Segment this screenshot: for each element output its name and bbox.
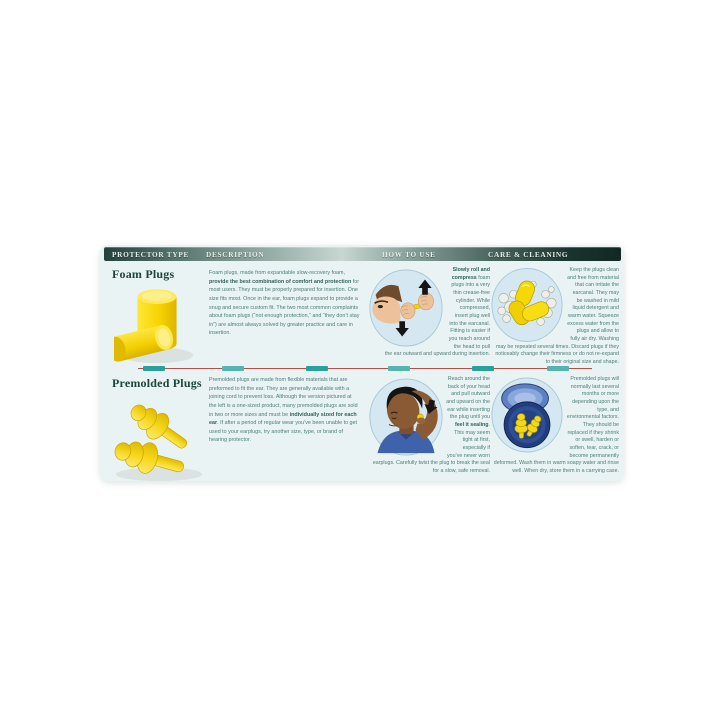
divider-teal-segment — [143, 366, 165, 371]
row-title-premolded-plugs: Premolded Plugs — [112, 376, 202, 390]
premolded-plugs-image-icon — [108, 394, 222, 484]
description-text: Premolded plugs are made from flexible materials that are preformed to fit the ear. They are generally available with a joining cord to prevent loss. Although the version pictured at the left is a one-sized product, many premolded plugs are sold in two or more sizes and must be — [209, 377, 358, 418]
divider-teal-segment — [306, 366, 328, 371]
table-header-bar — [104, 247, 621, 261]
washing-foam-plugs-icon — [490, 267, 564, 343]
row-title-foam-plugs: Foam Plugs — [112, 267, 175, 281]
how-to-use-bold-text: Slowly roll and compress — [451, 267, 490, 281]
foam-plugs-photo — [114, 283, 207, 365]
how-to-use-text: foam plugs into a very thin crease-free cylinder. While compressed, insert plug well into the earcanal. Fitting is easier if you reach around the head to pull the ear outward and upward during insertion. — [384, 274, 490, 358]
column-header-description: DESCRIPTION — [206, 250, 265, 259]
divider-red-line — [138, 368, 592, 369]
description-text: . If after a period of regular wear you’ve been unable to get used to your earplugs, try another size, type, or brand of hearing protector. — [209, 420, 358, 444]
description-text: for most users. They must be properly prepared for insertion. One size fits most. Once in the ear, foam plugs expand to provide a snug and secure custom fit. The two most common complaints about foam plugs (“not enough protection,” and “they don’t stay in”) are almost always solved by greater practice and care in insertion. — [209, 278, 360, 337]
hearing-protector-reference-card — [100, 245, 624, 481]
foam-plugs-description — [207, 263, 368, 365]
how-to-use-bold-text: feel it sealing — [454, 422, 489, 429]
care-text: Premolded plugs will normally last several months or more depending upon the type, and environmental factors. They should be replaced if they shrink or swell, harden or soften, tear, crack, or become permanently deformed. Wash them in warm soapy water and rinse well. When dry, store them in a carrying case. — [493, 376, 619, 475]
carrying-case-illustration — [490, 376, 564, 454]
how-to-use-text: Reach around the back of your head and pull outward and upward on the ear while inserting the plug until you — [446, 376, 490, 421]
column-header-protector-type: PROTECTOR TYPE — [112, 250, 190, 259]
foam-plugs-type-cell — [108, 263, 207, 365]
description-bold-text: provide the best combination of comfort and protection — [209, 278, 352, 285]
premolded-plugs-care — [490, 372, 619, 482]
description-bold-text: individually sized for each ear — [209, 411, 357, 427]
care-text: Keep the plugs clean and free from material that can irritate the earcanal. They may be washed in mild liquid detergent and warm water. Squeeze excess water from the plugs and allow to fully air dry. Washing may be repeated several times. Discard plugs if they noticeably change their firmness or do not re-expand to their original size and shape. — [495, 267, 619, 366]
table-row-foam-plugs — [100, 263, 624, 365]
roll-compress-icon — [368, 267, 444, 349]
premolded-plugs-description — [207, 372, 368, 482]
insert-plug-icon — [368, 376, 444, 458]
foam-plugs-how-to-use — [368, 263, 490, 365]
divider-teal-segment — [472, 366, 494, 371]
divider-teal-segment — [222, 366, 244, 371]
foam-plugs-care — [490, 263, 619, 365]
table-row-premolded-plugs — [100, 372, 624, 482]
divider-teal-segment — [547, 366, 569, 371]
description-text: Foam plugs, made from expandable slow-recovery foam, — [209, 270, 346, 276]
row-divider — [138, 365, 592, 372]
insert-plug-illustration — [368, 376, 444, 458]
divider-teal-segment — [388, 366, 410, 371]
premolded-plugs-type-cell — [108, 372, 207, 482]
premolded-plugs-photo — [108, 394, 207, 484]
carrying-case-icon — [490, 376, 564, 454]
column-header-care-cleaning: CARE & CLEANING — [488, 250, 569, 259]
column-header-how-to-use: HOW TO USE — [382, 250, 436, 259]
foam-plugs-image-icon — [114, 283, 202, 365]
premolded-plugs-how-to-use — [368, 372, 490, 482]
how-to-use-text: . This may seem tight at first, especially if you’ve never worn earplugs. Carefully twist the plug to break the seal for a slow, safe removal. — [372, 422, 490, 475]
roll-and-compress-illustration — [368, 267, 444, 349]
washing-foam-plugs-illustration — [490, 267, 564, 343]
